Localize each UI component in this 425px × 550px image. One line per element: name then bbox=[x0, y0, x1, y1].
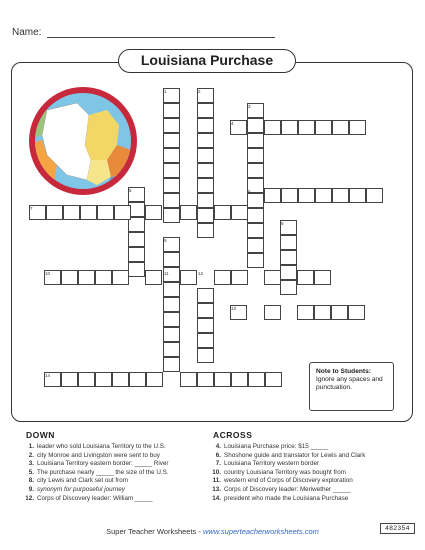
across-clue: 6. Shoshone guide and translator for Lewis and Clark bbox=[215, 451, 366, 459]
cell[interactable] bbox=[197, 333, 214, 348]
cell[interactable] bbox=[298, 120, 315, 135]
down-clue: 12. Corps of Discovery leader: William _____ bbox=[25, 494, 153, 502]
cell[interactable] bbox=[163, 148, 180, 163]
cell[interactable] bbox=[78, 270, 95, 285]
footer-brand: Super Teacher Worksheets bbox=[106, 527, 197, 536]
cell[interactable] bbox=[280, 280, 297, 295]
cell[interactable] bbox=[214, 270, 231, 285]
cell[interactable] bbox=[61, 372, 78, 387]
clue-number: 11 bbox=[164, 271, 169, 276]
cell[interactable] bbox=[247, 253, 264, 268]
cell[interactable] bbox=[97, 205, 114, 220]
cell[interactable] bbox=[163, 178, 180, 193]
down-clue: 8. city Lewis and Clark set out from bbox=[28, 477, 128, 485]
clue-number: 9 bbox=[164, 238, 167, 243]
clue-number: 2 bbox=[198, 89, 201, 94]
note-body: Ignore any spaces and punctuation. bbox=[316, 376, 383, 391]
cell[interactable] bbox=[315, 120, 332, 135]
cell[interactable] bbox=[197, 148, 214, 163]
clue-number: 1 bbox=[164, 89, 167, 94]
cell[interactable] bbox=[180, 205, 197, 220]
cell[interactable] bbox=[163, 163, 180, 178]
down-clue: 3. Louisiana Territory eastern border: _____ River bbox=[28, 460, 169, 468]
cell[interactable] bbox=[163, 297, 180, 312]
cell[interactable] bbox=[280, 235, 297, 250]
note-heading: Note to Students: bbox=[316, 368, 371, 375]
across-clue: 4. Louisiana Purchase price: $15 _____ bbox=[215, 443, 328, 450]
across-clue: 13. Corps of Discovery leader: Meriwether _____ bbox=[212, 485, 351, 493]
cell[interactable] bbox=[145, 205, 162, 220]
clue-number: 8 bbox=[281, 221, 284, 226]
cell[interactable] bbox=[197, 178, 214, 193]
cell[interactable] bbox=[264, 305, 281, 320]
cell[interactable] bbox=[280, 265, 297, 280]
across-clue: 14. president who made the Louisiana Purchase bbox=[212, 494, 349, 502]
cell[interactable] bbox=[264, 188, 281, 203]
cell[interactable] bbox=[314, 270, 331, 285]
name-label: Name: bbox=[12, 27, 42, 38]
clue-number: 3 bbox=[248, 104, 251, 109]
cell[interactable] bbox=[214, 372, 231, 387]
clue-number: 6 bbox=[248, 189, 251, 194]
footer-url[interactable]: www.superteacherworksheets.com bbox=[202, 527, 319, 536]
cell[interactable] bbox=[197, 318, 214, 333]
cell[interactable] bbox=[349, 188, 366, 203]
cell[interactable] bbox=[297, 270, 314, 285]
cell[interactable] bbox=[231, 270, 248, 285]
cell[interactable] bbox=[197, 103, 214, 118]
cell[interactable] bbox=[180, 270, 197, 285]
cell[interactable] bbox=[129, 372, 146, 387]
cell[interactable] bbox=[280, 250, 297, 265]
down-heading: DOWN bbox=[26, 430, 55, 440]
cell[interactable] bbox=[332, 120, 349, 135]
cell[interactable] bbox=[163, 193, 180, 208]
cell[interactable] bbox=[247, 163, 264, 178]
cell[interactable] bbox=[314, 305, 331, 320]
cell[interactable] bbox=[332, 188, 349, 203]
cell[interactable] bbox=[281, 188, 298, 203]
cell[interactable] bbox=[163, 312, 180, 327]
cell[interactable] bbox=[197, 133, 214, 148]
down-clue: 1. leader who sold Louisiana Territory to the U.S. bbox=[28, 443, 166, 450]
cell[interactable] bbox=[264, 120, 281, 135]
cell[interactable] bbox=[78, 372, 95, 387]
cell[interactable] bbox=[298, 188, 315, 203]
clue-number: 13 bbox=[231, 306, 237, 311]
cell[interactable] bbox=[315, 188, 332, 203]
across-clues bbox=[211, 443, 365, 503]
across-clue: 7. Louisiana Territory western border bbox=[215, 460, 320, 468]
cell[interactable] bbox=[247, 208, 264, 223]
across-clue: 10. country Louisiana Territory was bought from bbox=[212, 468, 347, 476]
cell[interactable] bbox=[112, 372, 129, 387]
cell[interactable] bbox=[63, 205, 80, 220]
cell[interactable] bbox=[197, 303, 214, 318]
cell[interactable] bbox=[114, 205, 131, 220]
down-clue: 2. city Monroe and Livingston were sent to buy bbox=[28, 451, 160, 459]
cell[interactable] bbox=[348, 305, 365, 320]
cell[interactable] bbox=[231, 205, 248, 220]
cell[interactable] bbox=[80, 205, 97, 220]
footer bbox=[0, 527, 425, 536]
clue-number: 14 bbox=[45, 373, 51, 378]
cell[interactable] bbox=[197, 372, 214, 387]
cell[interactable] bbox=[163, 282, 180, 297]
cell[interactable] bbox=[145, 270, 162, 285]
cell[interactable] bbox=[180, 372, 197, 387]
cell[interactable] bbox=[281, 120, 298, 135]
across-heading: ACROSS bbox=[213, 430, 253, 440]
down-clue: 5. The purchase nearly _____ the size of the U.S. bbox=[28, 468, 169, 476]
cell[interactable] bbox=[197, 208, 214, 223]
cell[interactable] bbox=[95, 372, 112, 387]
cell[interactable] bbox=[163, 118, 180, 133]
clue-number: 10 bbox=[45, 271, 51, 276]
cell[interactable] bbox=[247, 238, 264, 253]
note-to-students bbox=[309, 362, 394, 411]
cell[interactable] bbox=[197, 163, 214, 178]
cell[interactable] bbox=[163, 133, 180, 148]
cell[interactable] bbox=[163, 327, 180, 342]
clue-number: 12 bbox=[198, 271, 204, 276]
cell[interactable] bbox=[197, 118, 214, 133]
down-clue: 9. synonym for purposeful journey bbox=[28, 485, 125, 493]
cell[interactable] bbox=[247, 118, 264, 133]
cell[interactable] bbox=[197, 193, 214, 208]
cell[interactable] bbox=[197, 223, 214, 238]
cell[interactable] bbox=[265, 372, 282, 387]
footer-separator: - bbox=[196, 527, 203, 536]
cell[interactable] bbox=[197, 288, 214, 303]
cell[interactable] bbox=[247, 148, 264, 163]
cell[interactable] bbox=[214, 205, 231, 220]
cell[interactable] bbox=[61, 270, 78, 285]
cell[interactable] bbox=[163, 252, 180, 267]
clue-number: 4 bbox=[231, 121, 234, 126]
cell[interactable] bbox=[95, 270, 112, 285]
cell[interactable] bbox=[366, 188, 383, 203]
cell[interactable] bbox=[247, 133, 264, 148]
cell[interactable] bbox=[163, 357, 180, 372]
cell[interactable] bbox=[163, 103, 180, 118]
cell[interactable] bbox=[247, 223, 264, 238]
cell[interactable] bbox=[231, 372, 248, 387]
cell[interactable] bbox=[163, 208, 180, 223]
cell[interactable] bbox=[247, 193, 264, 208]
clue-number: 5 bbox=[129, 188, 132, 193]
cell[interactable] bbox=[146, 372, 163, 387]
cell[interactable] bbox=[297, 305, 314, 320]
worksheet-code: 482354 bbox=[380, 523, 415, 534]
cell[interactable] bbox=[248, 372, 265, 387]
cell[interactable] bbox=[163, 342, 180, 357]
cell[interactable] bbox=[46, 205, 63, 220]
puzzle-title: Louisiana Purchase bbox=[118, 49, 296, 73]
across-clue: 11. western end of Corps of Discovery exploration bbox=[212, 477, 353, 485]
cell[interactable] bbox=[197, 348, 214, 363]
down-clues bbox=[24, 443, 169, 503]
cell[interactable] bbox=[331, 305, 348, 320]
cell[interactable] bbox=[128, 247, 145, 262]
clue-number: 7 bbox=[30, 206, 33, 211]
cell[interactable] bbox=[264, 270, 281, 285]
cell[interactable] bbox=[128, 232, 145, 247]
cell[interactable] bbox=[128, 262, 145, 277]
cell[interactable] bbox=[112, 270, 129, 285]
cell[interactable] bbox=[349, 120, 366, 135]
